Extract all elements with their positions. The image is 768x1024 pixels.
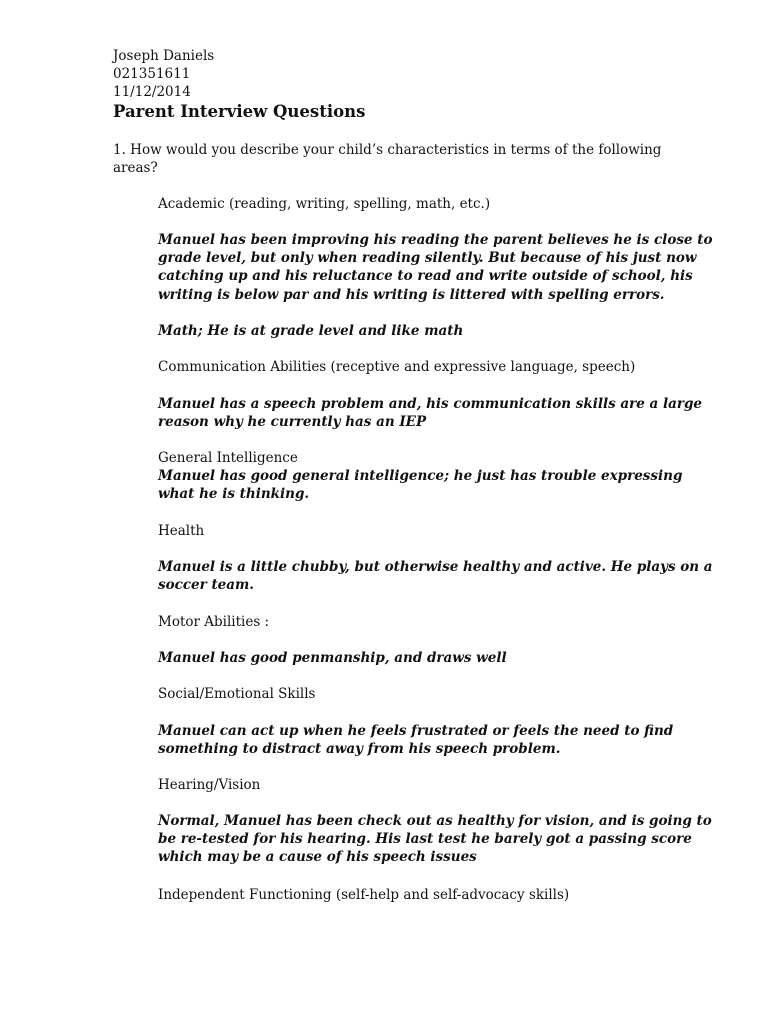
question-1-line: areas? xyxy=(113,160,158,176)
answer-line: which may be a cause of his speech issues xyxy=(158,849,477,866)
answer-line: Manuel has a speech problem and, his communication skills are a large xyxy=(158,396,703,412)
answer-line: something to distract away from his speech problem. xyxy=(158,741,561,758)
answer-math xyxy=(158,322,658,340)
answer-line: Manuel can act up when he feels frustrated or feels the need to find xyxy=(158,723,674,739)
answer-social xyxy=(158,722,674,758)
answer-health xyxy=(158,558,713,594)
answer-line: Math; He is at grade level and like math xyxy=(158,323,464,339)
question-1 xyxy=(113,141,662,177)
answer-communication xyxy=(158,395,703,431)
answer-line: soccer team. xyxy=(158,577,255,594)
answer-line: be re-tested for his hearing. His last test he barely got a passing score xyxy=(158,831,692,848)
area-label-motor: Motor Abilities : xyxy=(158,614,270,630)
answer-line: reason why he currently has an IEP xyxy=(158,414,427,431)
area-label-independent: Independent Functioning (self-help and self-advocacy skills) xyxy=(158,887,570,903)
area-label-social: Social/Emotional Skills xyxy=(158,686,316,702)
answer-intelligence xyxy=(158,467,683,503)
answer-hearing xyxy=(158,812,712,867)
answer-line: Manuel is a little chubby, but otherwise healthy and active. He plays on a xyxy=(158,559,713,575)
area-label-academic: Academic (reading, writing, spelling, math, etc.) xyxy=(158,196,491,212)
area-label-communication: Communication Abilities (receptive and expressive language, speech) xyxy=(158,359,636,375)
answer-line: what he is thinking. xyxy=(158,486,310,503)
answer-line: Normal, Manuel has been check out as healthy for vision, and is going to xyxy=(158,813,712,829)
area-label-hearing: Hearing/Vision xyxy=(158,777,261,793)
answer-academic xyxy=(158,231,713,304)
answer-line: Manuel has been improving his reading the parent believes he is close to xyxy=(158,232,713,248)
document-title: Parent Interview Questions xyxy=(113,102,366,121)
author-name: Joseph Daniels xyxy=(113,48,215,64)
answer-line: catching up and his reluctance to read and write outside of school, his xyxy=(158,268,693,285)
document-date: 11/12/2014 xyxy=(113,84,191,100)
answer-motor xyxy=(158,649,658,667)
answer-line: Manuel has good general intelligence; he just has trouble expressing xyxy=(158,468,683,484)
area-label-health: Health xyxy=(158,523,205,539)
question-1-line: 1. How would you describe your child’s characteristics in terms of the following xyxy=(113,142,662,158)
answer-line: grade level, but only when reading silently. But because of his just now xyxy=(158,250,697,267)
area-label-intelligence: General Intelligence xyxy=(158,450,298,466)
student-id: 021351611 xyxy=(113,66,191,82)
answer-line: Manuel has good penmanship, and draws well xyxy=(158,650,507,666)
answer-line: writing is below par and his writing is littered with spelling errors. xyxy=(158,286,665,303)
